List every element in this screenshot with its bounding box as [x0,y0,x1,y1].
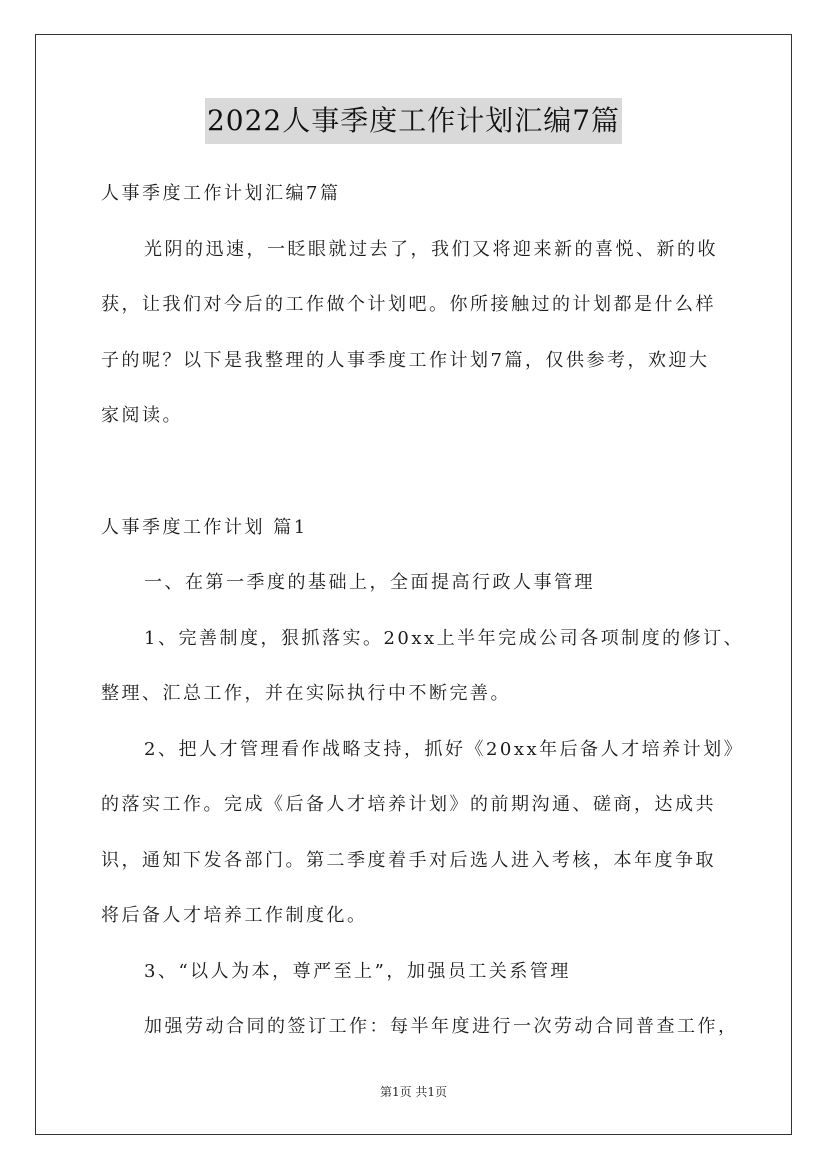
intro-line: 光阴的迅速，一眨眼就过去了，我们又将迎来新的喜悦、新的收 [144,238,718,260]
item-1-paragraph [101,620,745,713]
item-2-line: 将后备人才培养工作制度化。 [101,905,368,926]
item-1-line: 整理、汇总工作，并在实际执行中不断完善。 [101,683,511,704]
document-title: 2022人事季度工作计划汇编7篇 [205,98,622,144]
intro-line: 获，让我们对今后的工作做个计划吧。你所接触过的计划都是什么样 [101,294,716,315]
intro-paragraph [101,231,731,435]
intro-line: 家阅读。 [101,405,183,426]
page-footer: 第1页 共1页 [379,1085,448,1099]
item-2-line: 2、把人才管理看作战略支持，抓好《20xx年后备人才培养计划》 [144,738,745,760]
document-subtitle: 人事季度工作计划汇编7篇 [101,183,341,204]
point-heading: 一、在第一季度的基础上，全面提高行政人事管理 [144,572,595,593]
intro-line: 子的呢？以下是我整理的人事季度工作计划7篇，仅供参考，欢迎大 [101,349,710,371]
item-2-line: 识，通知下发各部门。第二季度着手对后选人进入考核，本年度争取 [101,849,716,871]
section-heading: 人事季度工作计划 篇1 [101,516,308,538]
item-2-paragraph [101,731,745,935]
item-2-line: 的落实工作。完成《后备人才培养计划》的前期沟通、磋商，达成共 [101,794,716,815]
item-1-line: 1、完善制度，狠抓落实。20xx上半年完成公司各项制度的修订、 [144,627,745,649]
title-container [0,98,827,144]
item-3-heading: 3、“以人为本，尊严至上”，加强员工关系管理 [144,960,571,982]
spacer [101,453,731,509]
item-3-line: 加强劳动合同的签订工作：每半年度进行一次劳动合同普查工作， [144,1016,739,1037]
document-body [101,175,745,1064]
